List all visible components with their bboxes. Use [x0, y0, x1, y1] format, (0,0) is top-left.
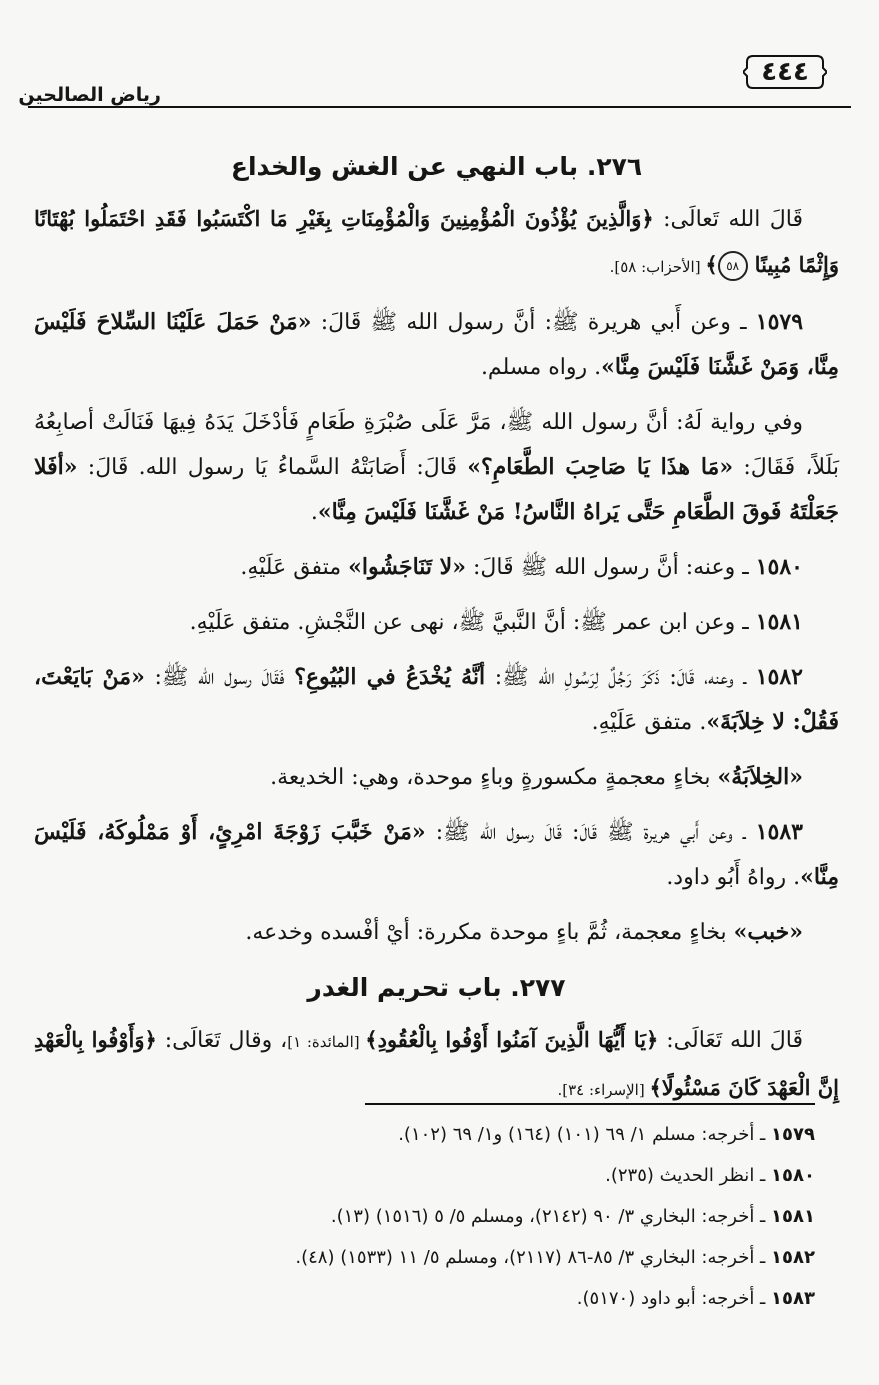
footnote-number: ١٥٨٣ — [771, 1288, 815, 1309]
main-text — [34, 140, 839, 1123]
quran-verse: ﴿وَالَّذِينَ يُؤْذُونَ الْمُؤْمِنِينَ وَالْمُؤْمِنَاتِ بِغَيْرِ مَا اكْتَسَبُوا فَقَدِ احْتَمَلُوا بُهْتَانًا وَإِثْمًا مُبِينًا — [34, 206, 839, 277]
page-header — [18, 44, 851, 110]
quran-verse: ﴿وَأَوْفُوا بِالْعَهْدِ إِنَّ الْعَهْدَ كَانَ مَسْئُولًا﴾ — [34, 1027, 839, 1100]
footnote-number: ١٥٨١ — [771, 1206, 815, 1227]
footnote-divider — [365, 1103, 815, 1105]
footnote: ١٥٨٠ ـ انظر الحديث (٢٣٥). — [605, 1165, 815, 1186]
footnote-number: ١٥٨٢ — [771, 1247, 815, 1268]
hadith-number: ١٥٧٩ — [755, 309, 804, 335]
hadith-quote: «مَنْ بَايَعْتَ، فَقُلْ: لا خِلاَبَةَ» — [34, 664, 839, 735]
hadith-quote: «أفَلا جَعَلْتَهُ فَوقَ الطَّعَامِ حَتَّى يَراهُ النَّاسُ! مَنْ غَشَّنَا فَلَيْسَ مِنَّا» — [34, 454, 839, 525]
hadith-1579: ١٥٧٩ ـ وعن أَبي هريرة ﷺ: أنَّ رسول الله ﷺ قَالَ: «مَنْ حَمَلَ عَلَيْنَا السِّلاحَ فَلَيْسَ مِنَّا، وَمَنْ غَشَّنَا فَلَيْسَ مِنَّا». رواه مسلم. — [34, 309, 839, 380]
glossed-word: «خبب» — [733, 919, 803, 945]
hadith-1581: ١٥٨١ ـ وعن ابن عمر ﷺ: أنَّ النَّبيَّ ﷺ، نهى عن النَّجْشِ. متفق عَلَيْهِ. — [189, 609, 803, 635]
hadith-quote: «لا تَنَاجَشُوا» — [348, 554, 466, 580]
footnote: ١٥٧٩ ـ أخرجه: مسلم ١/ ٦٩ (١٠١) (١٦٤) و١/ ٦٩ (١٠٢). — [398, 1124, 815, 1145]
hadith-1582: ١٥٨٢ ـ وعنه، قَالَ: ذَكَرَ رَجُلٌ لِرَسُولِ الله ﷺ: أنَّهُ يُخْدَعُ في البُيُوعِ؟ فَقَالَ رسول الله ﷺ: «مَنْ بَايَعْتَ، فَقُلْ: لا خِلاَبَةَ». متفق عَلَيْهِ. — [34, 664, 839, 735]
footnote: ١٥٨١ ـ أخرجه: البخاري ٣/ ٩٠ (٢١٤٢)، ومسلم ٥/ ٥ (١٥١٦) (١٣). — [330, 1206, 815, 1227]
chapter-276-verse: قَالَ الله تَعالَى: ﴿وَالَّذِينَ يُؤْذُونَ الْمُؤْمِنِينَ وَالْمُؤْمِنَاتِ بِغَيْرِ مَا اكْتَسَبُوا فَقَدِ احْتَمَلُوا بُهْتَانًا وَإِثْمًا مُبِينًا ٥٨﴾ [الأحزاب: ٥٨]. — [34, 196, 839, 290]
footnote: ١٥٨٢ ـ أخرجه: البخاري ٣/ ٨٥-٨٦ (٢١١٧)، ومسلم ٥/ ١١ (١٥٣٣) (٤٨). — [295, 1247, 815, 1268]
hadith-number: ١٥٨٠ — [755, 554, 803, 580]
hadith-quote: «مَنْ حَمَلَ عَلَيْنَا السِّلاحَ فَلَيْسَ مِنَّا، وَمَنْ غَشَّنَا فَلَيْسَ مِنَّا» — [34, 309, 839, 380]
hadith-1580: ١٥٨٠ ـ وعنه: أنَّ رسول الله ﷺ قَالَ: «لا تَنَاجَشُوا» متفق عَلَيْهِ. — [240, 554, 803, 580]
hadith-quote: أنَّهُ يُخْدَعُ في البُيُوعِ؟ — [294, 664, 486, 690]
footnote: ١٥٨٣ ـ أخرجه: أبو داود (٥١٧٠). — [576, 1288, 815, 1309]
gloss-khabbaba: «خبب» بخاءٍ معجمة، ثُمَّ باءٍ موحدة مكررة: أيْ أفْسده وخدعه. — [245, 919, 803, 945]
hadith-1583: ١٥٨٣ ـ وعن أَبي هريرة ﷺ قَالَ: قَالَ رسول الله ﷺ: «مَنْ خَبَّبَ زَوْجَةَ امْرِئٍ، أَوْ مَمْلُوكَهُ، فَلَيْسَ مِنَّا». رواهُ أَبُو داود. — [34, 819, 839, 890]
hadith-number: ١٥٨١ — [755, 609, 803, 635]
chapter-277-title: ٢٧٧. باب تحريم الغدر — [307, 973, 566, 1002]
hadith-number: ١٥٨٢ — [755, 664, 803, 690]
footnote-number: ١٥٧٩ — [771, 1124, 815, 1145]
header-divider — [28, 106, 851, 108]
chapter-276-title: ٢٧٦. باب النهي عن الغش والخداع — [230, 152, 643, 181]
hadith-quote: «مَنْ خَبَّبَ زَوْجَةَ امْرِئٍ، أَوْ مَمْلُوكَهُ، فَلَيْسَ مِنَّا» — [34, 819, 839, 890]
page-number-frame — [743, 52, 827, 92]
verse-reference: [الأحزاب: ٥٨]. — [609, 258, 706, 276]
gloss-khilaba: «الخِلاَبَةُ» بخاءٍ معجمةٍ مكسورةٍ وباءٍ موحدة، وهي: الخديعة. — [270, 764, 803, 790]
verse-reference: [الإسراء: ٣٤]. — [557, 1081, 650, 1099]
footnotes — [40, 1114, 815, 1319]
verse-reference: [المائدة: ١] — [287, 1033, 366, 1051]
footnote-number: ١٥٨٠ — [771, 1165, 815, 1186]
running-title: رياض الصالحين — [18, 84, 161, 106]
quran-verse: ﴿يَا أَيُّهَا الَّذِينَ آمَنُوا أَوْفُوا بِالْعُقُودِ﴾ — [365, 1027, 659, 1052]
hadith-quote: «مَا هذَا يَا صَاحِبَ الطَّعَامِ؟» — [467, 454, 734, 480]
ayah-number-icon: ٥٨ — [718, 251, 748, 281]
page-number: ٤٤٤ — [761, 57, 809, 87]
glossed-word: «الخِلاَبَةُ» — [717, 764, 803, 790]
hadith-1579-riwaya: وفي رواية لَهُ: أنَّ رسول الله ﷺ، مَرَّ عَلَى صُبْرَةِ طَعَامٍ فَأدْخَلَ يَدَهُ فِيهَا فَنَالَتْ أصابِعُهُ بَلَلاً، فَقَالَ: «مَا هذَا يَا صَاحِبَ الطَّعَامِ؟» قَالَ: أَصَابَتْهُ السَّماءُ يَا رسول الله. قَالَ: «أفَلا جَعَلْتَهُ فَوقَ الطَّعَامِ حَتَّى يَراهُ النَّاسُ! مَنْ غَشَّنَا فَلَيْسَ مِنَّا». — [34, 410, 839, 525]
hadith-number: ١٥٨٣ — [755, 819, 803, 845]
chapter-277-verses: قَالَ الله تَعَالَى: ﴿يَا أَيُّهَا الَّذِينَ آمَنُوا أَوْفُوا بِالْعُقُودِ﴾ [المائدة: ١]، وقال تَعَالَى: ﴿وَأَوْفُوا بِالْعَهْدِ إِنَّ الْعَهْدَ كَانَ مَسْئُولًا﴾ [الإسراء: ٣٤]. — [34, 1027, 839, 1100]
